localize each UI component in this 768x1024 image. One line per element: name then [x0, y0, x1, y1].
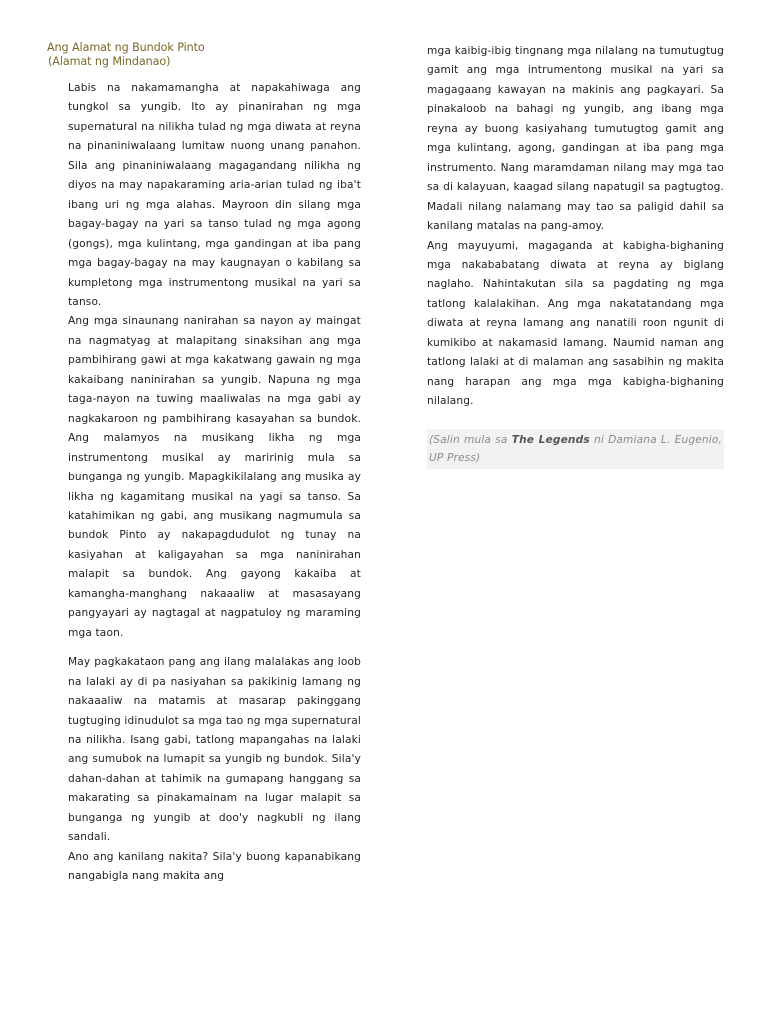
right-column	[427, 42, 724, 469]
paragraph-2: Ang mga sinaunang nanirahan sa nayon ay maingat na nagmatyag at malapitang sinaksihan ang mga pambihirang gawi at mga kakatwang gawain ng mga kakaibang naninirahan sa yungib. Napuna ng mga taga-nayon na tuwing maaliwalas na mga gabi ay nagkakaroon ng pambihirang kasayahan sa bundok. Ang malamyos na musikang likha ng mga instrumentong musikal ay maririnig mula sa bunganga ng yungib. Mapagkikilalang ang musika ay likha ng kagamitang musikal na yagi sa tanso. Sa katahimikan ng gabi, ang musikang nagmumula sa bundok Pinto ay nakapagdudulot ng tunay na kasiyahan at kaligayahan sa mga naninirahan malapit sa bundok. Ang gayong kakaiba at kamangha-manghang nakaaaliw at masasayang pangyayari ay nagtagal at nagpatuloy ng maraming mga taon.	[68, 315, 361, 639]
citation-suffix: ni Damiana L. Eugenio, UP Press)	[429, 433, 722, 464]
citation-prefix: (Salin mula sa	[429, 433, 508, 446]
source-citation	[427, 429, 724, 469]
paragraph-1: Labis na nakamamangha at napakahiwaga ang tungkol sa yungib. Ito ay pinanirahan ng mga supernatural na nilikha tulad ng mga diwata at reyna na pinaniniwalaang lumitaw nuong unang panahon. Sila ang pinaniniwalaang magagandang nilikha ng diyos na may napakaraming aria-arian tulad ng iba't ibang uri ng mga alahas. Mayroon din silang mga bagay-bagay na yari sa tanso tulad ng mga agong (gongs), mga kulintang, mga gandingan at iba pang mga bagay-bagay na may kaugnayan o kabilang sa kumpletong mga instrumentong musikal na yari sa tanso.	[68, 82, 361, 308]
paragraph-3: May pagkakataon pang ang ilang malalakas ang loob na lalaki ay di pa nasiyahan sa pakikinig lamang ng nakaaaliw na matamis at masarap pakinggang tugtuging idinudulot sa mga tao ng mga supernatural na nilikha. Isang gabi, tatlong mapangahas na lalaki ang sumubok na lumapit sa yungib ng bundok. Sila'y dahan-dahan at tahimik na gumapang hanggang sa makarating sa pinakamainam na lugar malapit sa bunganga ng yungib at doo'y nagkubli ng ilang sandali.	[68, 656, 362, 844]
story-subtitle: (Alamat ng Mindanao)	[48, 54, 171, 68]
story-title: Ang Alamat ng Bundok Pinto	[47, 41, 205, 54]
title-block	[47, 41, 205, 68]
citation-book-title: The Legends	[511, 433, 590, 446]
paragraph-5: mga kaibig-ibig tingnang mga nilalang na tumutugtug gamit ang mga intrumentong musikal na yari sa magagaang kawayan na makinis ang pagkayari. Sa pinakaloob na bahagi ng yungib, ang ibang mga reyna ay buong kasiyahang tumutugtog gamit ang mga kulintang, agong, gandingan at iba pang mga instrumento. Nang maramdaman nilang may mga tao sa di kalayuan, kaagad silang napatugil sa pagtugtog. Madali nilang nalamang may tao sa paligid dahil sa kanilang matalas na pang-amoy.	[427, 45, 724, 233]
paragraph-4: Ano ang kanilang nakita? Sila'y buong kapanabikang nangabigla nang makita ang	[68, 850, 361, 883]
left-column	[68, 79, 361, 887]
paragraph-6: Ang mayuyumi, magaganda at kabigha-bighaning mga nakababatang diwata at reyna ay biglang naglaho. Nahintakutan sila sa pagdating ng mga tatlong kalalakihan. Ang mga nakatatandang mga diwata at reyna lamang ang nanatili roon ngunit di kumikibo at nakamasid lamang. Naumid naman ang tatlong lalaki at di malaman ang sasabihin ng makita nang harapan ang mga mga kabigha-bighaning nilalang.	[427, 239, 724, 408]
